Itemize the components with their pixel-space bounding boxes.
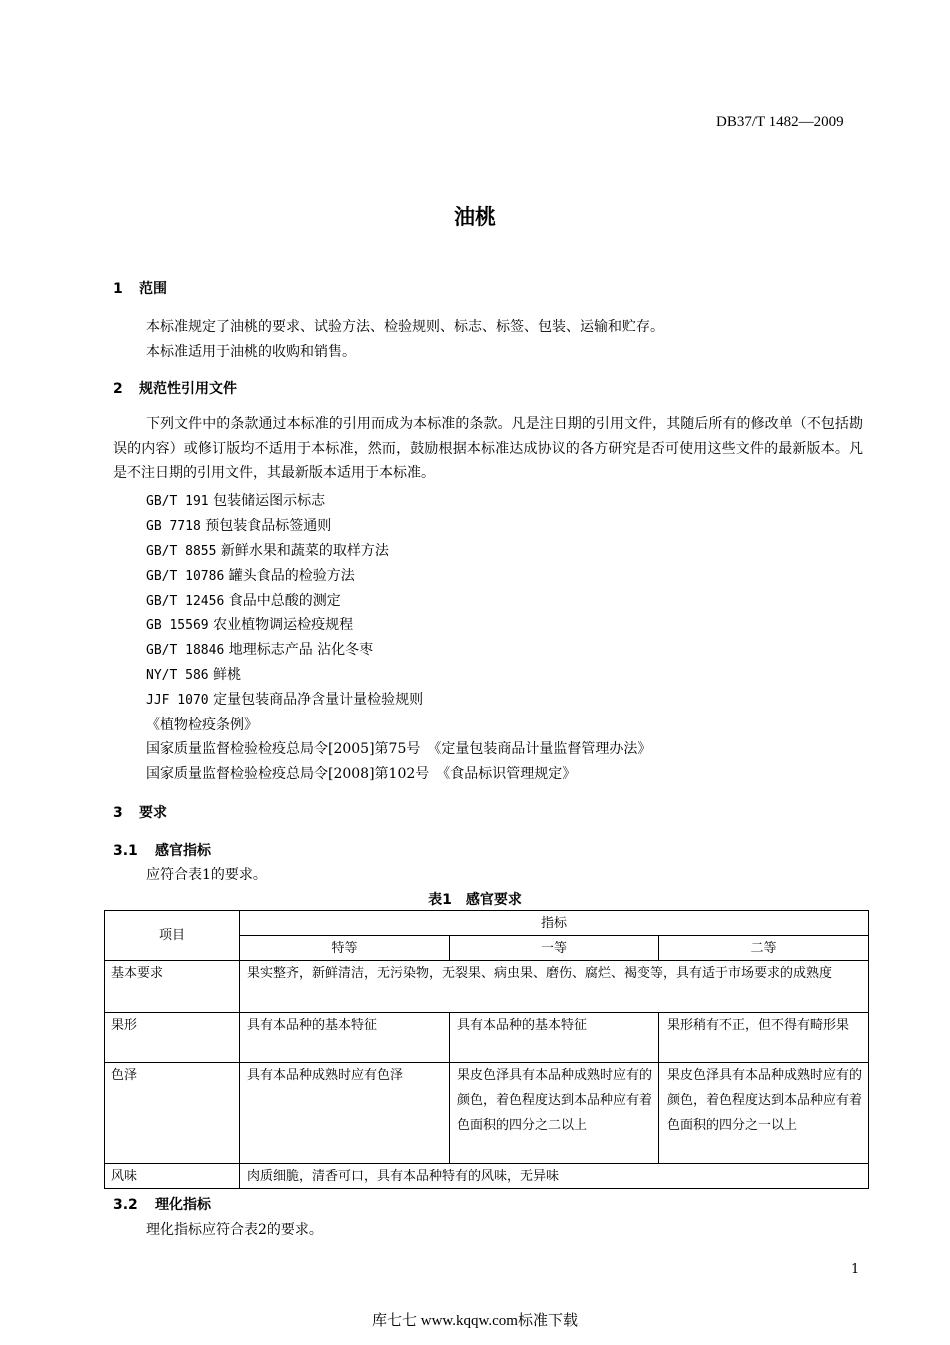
basic-requirements-text: 果实整齐，新鲜清洁，无污染物，无裂果、病虫果、磨伤、腐烂、褐变等，具有适于市场要求的成熟度 bbox=[247, 966, 833, 981]
table-header-grade-second: 二等 bbox=[750, 941, 777, 956]
table-1-caption: 表1 感官要求 bbox=[428, 892, 522, 908]
table-rule bbox=[658, 1012, 659, 1164]
reference-code: GB 15569 bbox=[146, 618, 209, 633]
reference-name: 农业植物调运检疫规程 bbox=[213, 617, 354, 633]
table-rule bbox=[449, 1012, 450, 1164]
reference-item bbox=[146, 590, 341, 610]
color-second: 果皮色泽具有本品种成熟时应有的颜色，着色程度达到本品种应有着色面积的四分之一以上 bbox=[667, 1068, 863, 1133]
section-3-2-heading bbox=[113, 1194, 211, 1214]
section-number: 1 bbox=[113, 281, 123, 297]
reference-name: 预包装食品标签通则 bbox=[205, 518, 332, 534]
color-first: 果皮色泽具有本品种成熟时应有的颜色，着色程度达到本品种应有着色面积的四分之二以上 bbox=[457, 1068, 653, 1133]
shape-premium: 具有本品种的基本特征 bbox=[247, 1018, 378, 1033]
reference-name: 鲜桃 bbox=[213, 667, 242, 683]
shape-second: 果形稍有不正，但不得有畸形果 bbox=[667, 1018, 850, 1033]
reference-item: 《植物检疫条例》 bbox=[146, 717, 258, 733]
flavor-text: 肉质细脆，清香可口，具有本品种特有的风味，无异味 bbox=[247, 1169, 560, 1184]
reference-code: GB/T 10786 bbox=[146, 569, 225, 584]
reference-code: GB 7718 bbox=[146, 519, 201, 534]
section-title: 要求 bbox=[139, 805, 167, 821]
section-title: 规范性引用文件 bbox=[139, 381, 237, 397]
normative-references-intro: 下列文件中的条款通过本标准的引用而成为本标准的条款。凡是注日期的引用文件，其随后所有的修改单（不包括勘误的内容）或修订版均不适用于本标准，然而，鼓励根据本标准达成协议的各方研究是否可使用这些文件的最新版本。凡是不注日期的引用文件，其最新版本适用于本标准。 bbox=[113, 416, 863, 481]
section-1-heading bbox=[113, 278, 167, 298]
section-number: 3 bbox=[113, 805, 123, 821]
document-title: 油桃 bbox=[454, 205, 496, 229]
physicochemical-paragraph: 理化指标应符合表2的要求。 bbox=[146, 1222, 323, 1238]
page-number: 1 bbox=[851, 1262, 860, 1277]
reference-name: 定量包装商品净含量计量检验规则 bbox=[213, 692, 424, 708]
section-title: 范围 bbox=[139, 281, 167, 297]
section-number: 3.2 bbox=[113, 1197, 138, 1213]
reference-item bbox=[146, 565, 355, 585]
row-label-basic: 基本要求 bbox=[111, 966, 164, 981]
reference-item bbox=[146, 515, 331, 535]
reference-name: 罐头食品的检验方法 bbox=[228, 568, 355, 584]
reference-item bbox=[146, 490, 325, 510]
section-number: 3.1 bbox=[113, 843, 138, 859]
reference-item bbox=[146, 639, 373, 659]
standard-number: DB37/T 1482—2009 bbox=[716, 114, 844, 130]
section-number: 2 bbox=[113, 381, 123, 397]
reference-item bbox=[146, 689, 423, 709]
table-header-item: 项目 bbox=[158, 928, 185, 943]
reference-code: GB/T 8855 bbox=[146, 544, 217, 559]
section-title: 理化指标 bbox=[155, 1197, 211, 1213]
section-3-1-heading bbox=[113, 840, 211, 860]
reference-code: GB/T 191 bbox=[146, 494, 209, 509]
reference-item bbox=[146, 540, 389, 560]
color-premium: 具有本品种成熟时应有色泽 bbox=[247, 1068, 404, 1083]
table-rule bbox=[868, 910, 869, 1189]
shape-first: 具有本品种的基本特征 bbox=[457, 1018, 588, 1033]
section-title: 感官指标 bbox=[155, 843, 211, 859]
scope-paragraph-2: 本标准适用于油桃的收购和销售。 bbox=[146, 344, 356, 360]
section-3-heading bbox=[113, 802, 167, 822]
reference-item bbox=[146, 664, 241, 684]
row-label-flavor: 风味 bbox=[111, 1169, 138, 1184]
reference-item bbox=[146, 614, 353, 634]
row-label-shape: 果形 bbox=[111, 1018, 138, 1033]
reference-code: GB/T 18846 bbox=[146, 643, 225, 658]
reference-item: 国家质量监督检验检疫总局令[2005]第75号 《定量包装商品计量监督管理办法》 bbox=[146, 741, 652, 757]
table-header-grade-first: 一等 bbox=[540, 941, 567, 956]
reference-name: 新鲜水果和蔬菜的取样方法 bbox=[220, 543, 389, 559]
table-header-index: 指标 bbox=[540, 916, 567, 931]
reference-code: JJF 1070 bbox=[146, 693, 209, 708]
table-rule bbox=[104, 910, 105, 1189]
row-label-color: 色泽 bbox=[111, 1068, 138, 1083]
section-2-heading bbox=[113, 378, 237, 398]
reference-code: NY/T 586 bbox=[146, 668, 209, 683]
sensory-paragraph: 应符合表1的要求。 bbox=[146, 867, 267, 883]
scope-paragraph-1: 本标准规定了油桃的要求、试验方法、检验规则、标志、标签、包装、运输和贮存。 bbox=[146, 319, 664, 335]
reference-item: 国家质量监督检验检疫总局令[2008]第102号 《食品标识管理规定》 bbox=[146, 766, 577, 782]
reference-code: GB/T 12456 bbox=[146, 594, 225, 609]
reference-name: 地理标志产品 沾化冬枣 bbox=[228, 642, 374, 658]
footer-watermark: 库七七 www.kqqw.com标准下载 bbox=[372, 1313, 578, 1329]
table-header-grade-premium: 特等 bbox=[331, 941, 358, 956]
reference-name: 包装储运图示标志 bbox=[213, 493, 326, 509]
reference-name: 食品中总酸的测定 bbox=[228, 593, 341, 609]
